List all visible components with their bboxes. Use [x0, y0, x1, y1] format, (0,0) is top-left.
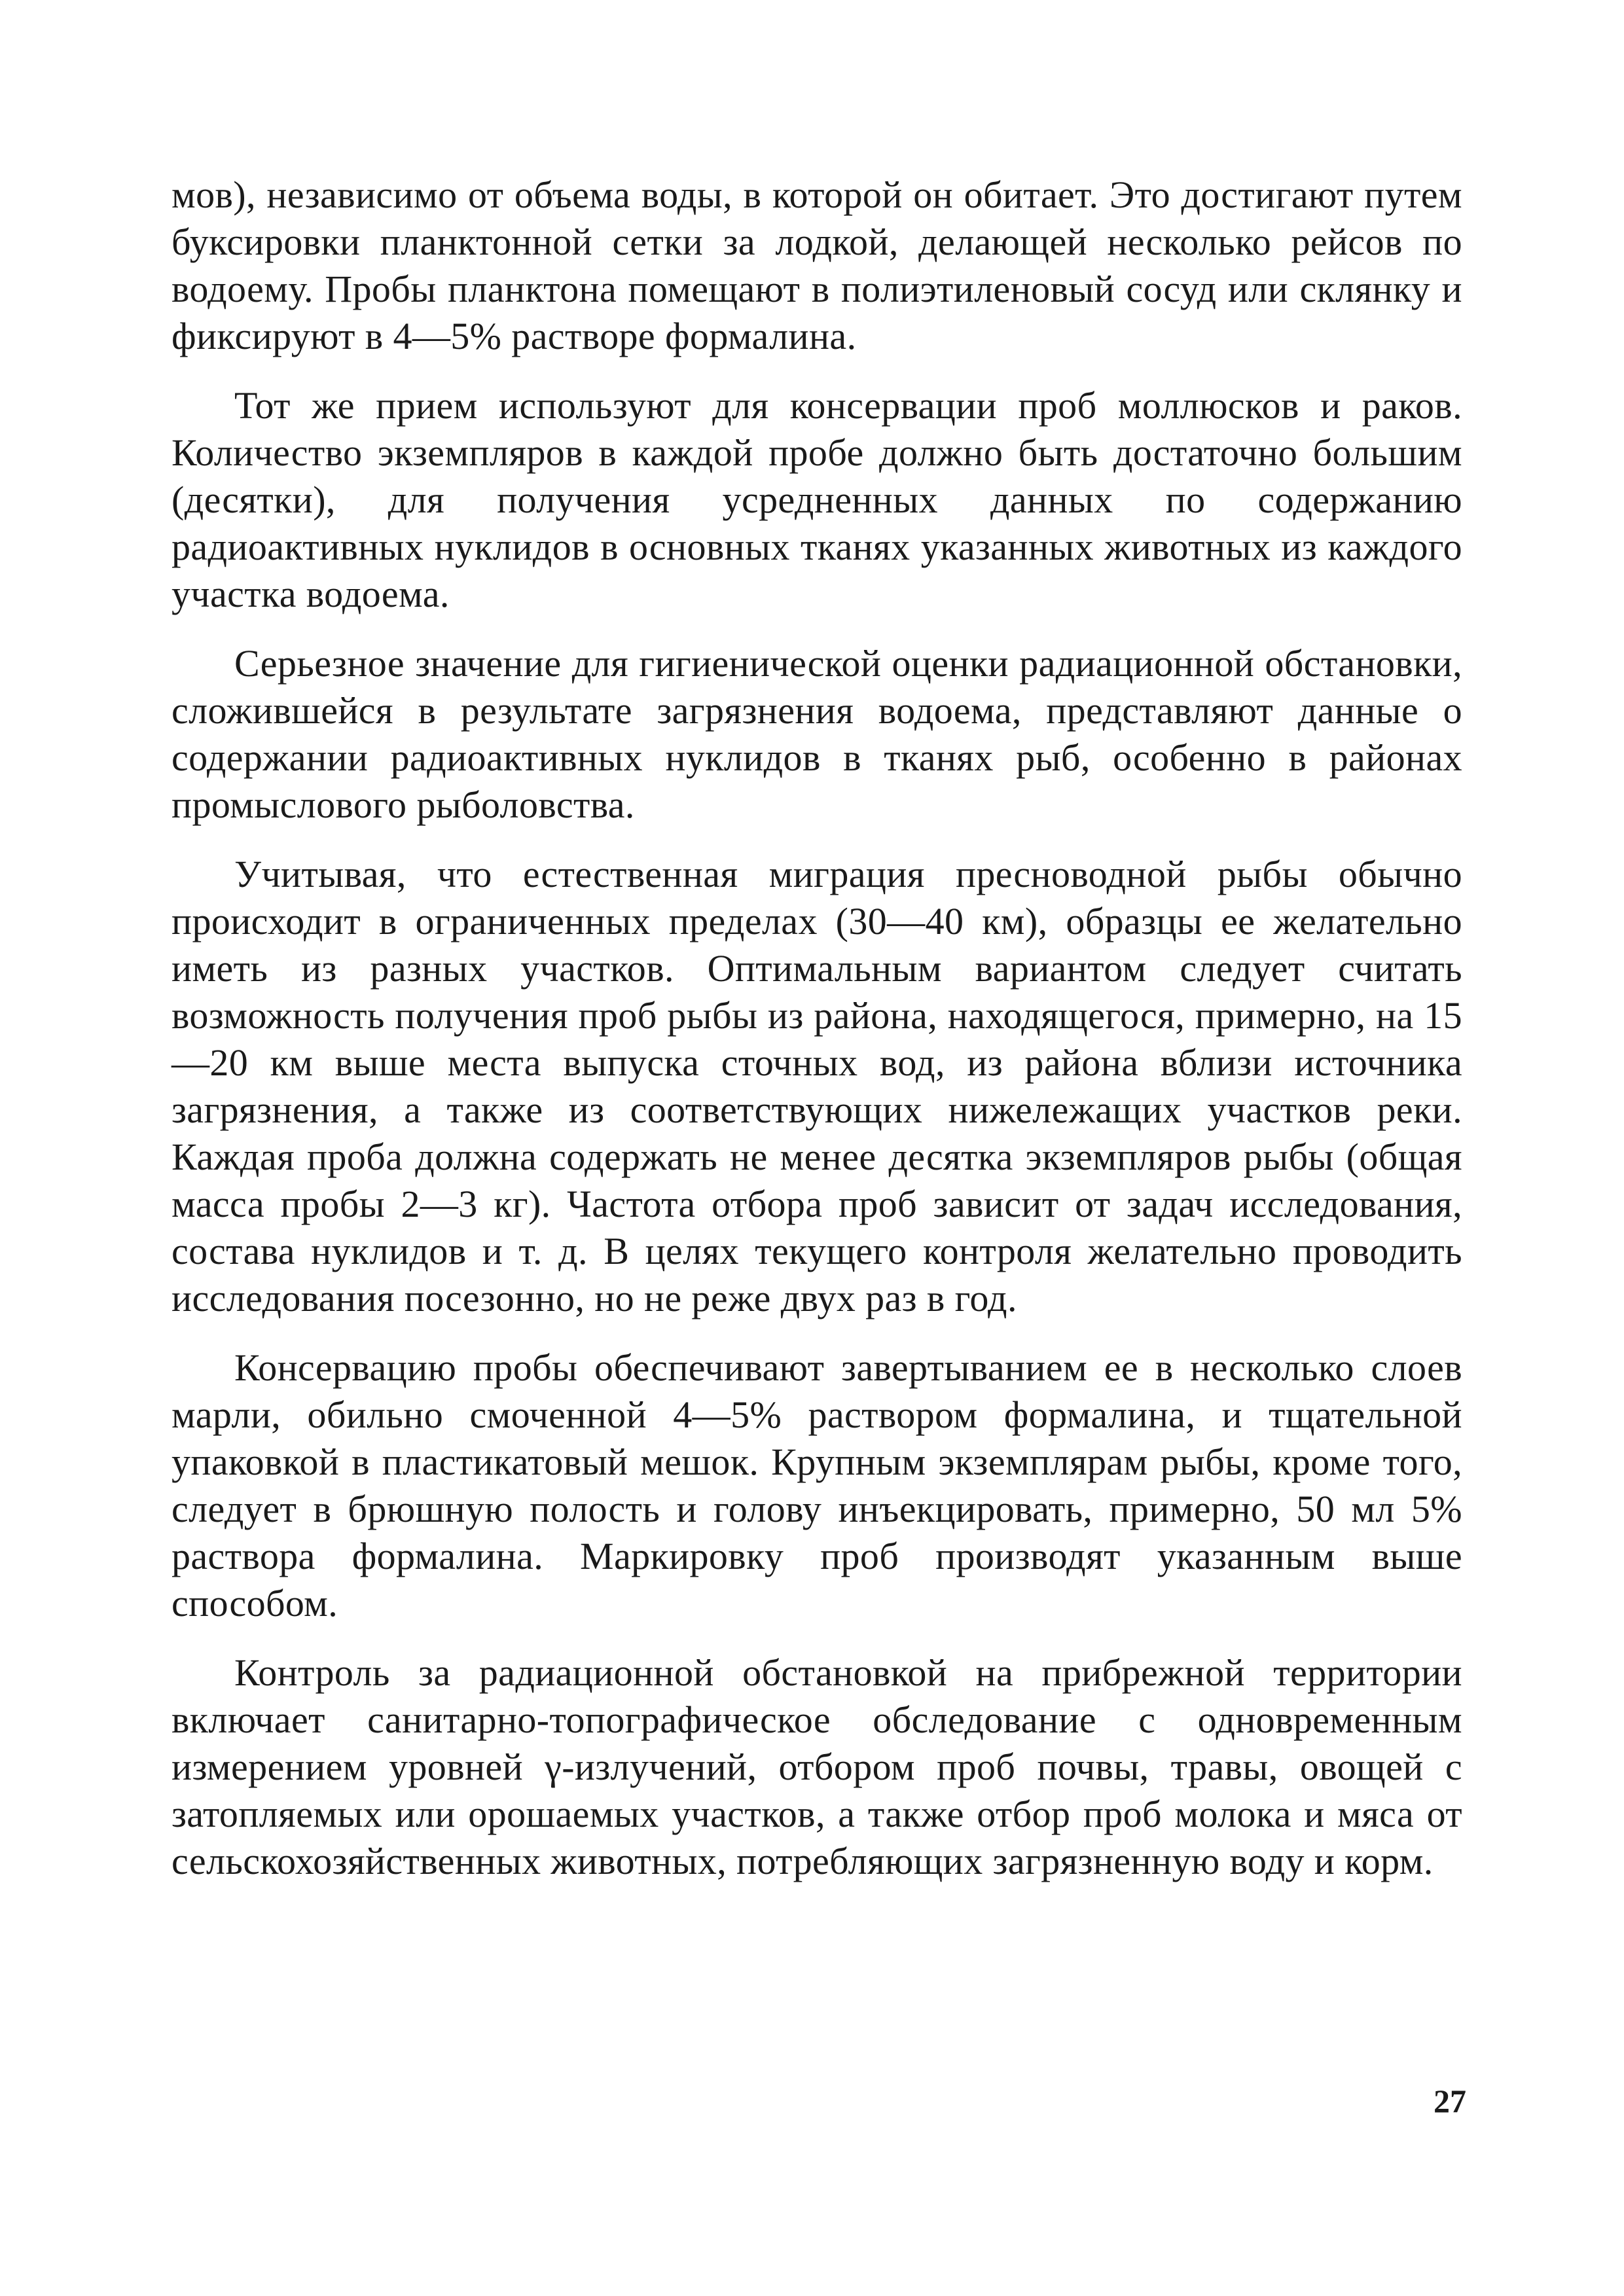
- paragraph-conservation: Консервацию пробы обеспечивают завертыванием ее в несколько слоев марли, обильно смоченной 4—5% раствором формалина, и тщательной упаковкой в пластикатовый мешок. Крупным экземплярам рыбы, кроме того, следует в брюшную полость и голову инъекцировать, примерно, 50 мл 5% раствора формалина. Маркировку проб производят указанным выше способом.: [171, 1346, 1462, 1624]
- paragraph-continuation: мов), независимо от объема воды, в которой он обитает. Это достигают путем буксировки планктонной сетки за лодкой, делающей несколько рейсов по водоему. Пробы планктона помещают в полиэтиленовый сосуд или склянку и фиксируют в 4—5% растворе формалина.: [171, 173, 1462, 357]
- page-body: [171, 171, 1462, 1907]
- page-number: 27: [1434, 2083, 1466, 2119]
- paragraph-coastal-control: Контроль за радиационной обстановкой на прибрежной территории включает санитарно-топографическое обследование с одновременным измерением уровней γ-излучений, отбором проб почвы, травы, овощей с затопляемых или орошаемых участков, а также отбор проб молока и мяса от сельскохозяйственных животных, потребляющих загрязненную воду и корм.: [171, 1651, 1462, 1882]
- paragraph-mollusks: Тот же прием используют для консервации проб моллюсков и раков. Количество экземпляров в каждой пробе должно быть достаточно большим (десятки), для получения усредненных данных по содержанию радиоактивных нуклидов в основных тканях указанных животных из каждого участка водоема.: [171, 384, 1462, 615]
- paragraph-fish-assessment: Серьезное значение для гигиенической оценки радиационной обстановки, сложившейся в результате загрязнения водоема, представляют данные о содержании радиоактивных нуклидов в тканях рыб, особенно в районах промыслового рыболовства.: [171, 642, 1462, 826]
- paragraph-fish-migration: Учитывая, что естественная миграция пресноводной рыбы обычно происходит в ограниченных пределах (30—40 км), образцы ее желательно иметь из разных участков. Оптимальным вариантом следует считать возможность получения проб рыбы из района, находящегося, примерно, на 15—20 км выше места выпуска сточных вод, из района вблизи источника загрязнения, а также из соответствующих нижележащих участков реки. Каждая проба должна содержать не менее десятка экземпляров рыбы (общая масса пробы 2—3 кг). Частота отбора проб зависит от задач исследования, состава нуклидов и т. д. В целях текущего контроля желательно проводить исследования посезонно, но не реже двух раз в год.: [171, 853, 1462, 1319]
